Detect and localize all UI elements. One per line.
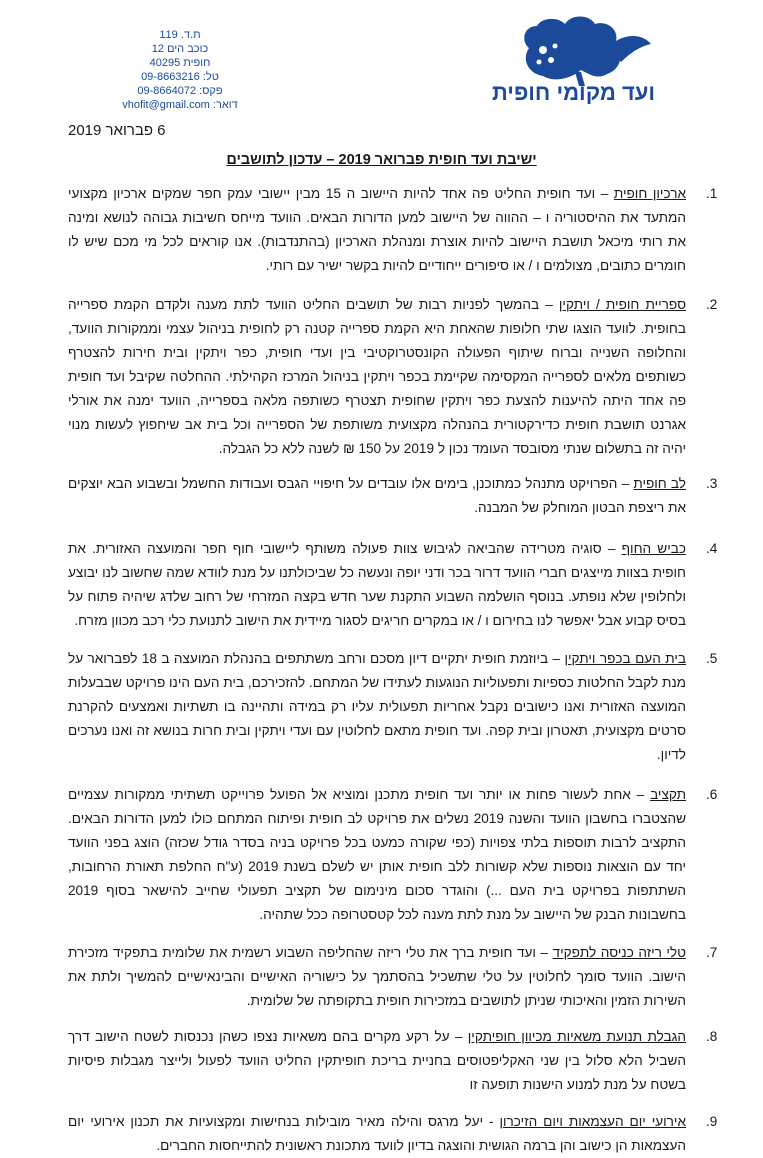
item-number: 9. — [706, 1114, 718, 1129]
item-number: 6. — [706, 787, 718, 802]
item-title: ארכיון חופית — [613, 186, 686, 201]
list-item — [68, 1110, 736, 1158]
item-number: 2. — [706, 297, 718, 312]
item-title: הגבלת תנועת משאיות מכיוון חופיתקין — [467, 1029, 686, 1044]
item-title: לב חופית — [633, 476, 686, 491]
item-title: כביש החוף — [621, 541, 687, 556]
list-item — [68, 1025, 736, 1097]
item-body: - יעל מרגס והילה מאיר מובילות בנחישות ומקצועיות את תכנון אירועי יום העצמאות הן כישוב והן ברמה הגושית והוצגה בדיון לוועד מתכונת ראשונית להתייחסות החברים. — [68, 1114, 686, 1153]
contact-phone: טל: 09-8663216 — [141, 71, 219, 83]
minutes-list — [68, 182, 736, 1158]
item-body: – ביוזמת חופית יתקיים דיון מסכם ורחב משתתפים בהנהלת המועצה ב 18 לפברואר על מנת לקבל החלטות כספיות ותפעוליות הנוגעות לעתידו של המתחם. להזכירכם, בית העם הינו פרויקט שבבעלות המועצה האזורית ואנו כישובים נקבל אחריות תפעולית עליו רק במידה ותהיינה בו תשתיות ואמצעים להקרנת סרטים מקצועית, תאטרון ובית קפה. ועד חופית מתאם לחלוטין עם ועדי ויתקין ובית חרות בנושא זה ואנו נערכים לדיון. — [68, 651, 686, 762]
item-number: 7. — [706, 945, 718, 960]
contact-city: חופית 40295 — [149, 57, 211, 69]
item-body: – ועד חופית החליט פה אחד להיות היישוב ה 15 מבין יישובי עמק חפר שמקים ארכיון מקצועי המתעד את ההיסטוריה ו – ההווה של היישוב למען הדורות הבאים. הוועד מייחס חשיבות גבוהה לנושא ומינה את רותי מיכאל תושבת היישוב להיות אוצרת ומנהלת הארכיון (בהתנדבות). אנו קוראים לכל מי מכם שיש לו חומרים כתובים, מצולמים ו / או סיפורים ייחודיים להיות בקשר ישיר עם רותי. — [68, 186, 686, 273]
document-date: 6 פברואר 2019 — [68, 122, 166, 139]
contact-fax: פקס: 09-8664072 — [137, 85, 223, 97]
list-item — [68, 182, 736, 278]
item-title: בית העם בכפר ויתקין — [564, 651, 686, 666]
item-title: אירועי יום העצמאות ויום הזיכרון — [499, 1114, 687, 1129]
document-title: ישיבת ועד חופית פברואר 2019 – עדכון לתושבים — [226, 152, 537, 168]
contact-street: כוכב הים 12 — [151, 43, 209, 55]
item-body: – ועד חופית ברך את טלי ריזה שהחליפה השבוע רשמית את שלומית בתפקיד מזכירת הישוב. הוועד סומך לחלוטין על טלי שתשכיל בהסתמך על כישוריה האישיים והבינאישיים להמשיך ולתת את השירות הזמין והאיכותי שניתן לתושבים במזכירות חופית בתקופתה של שלומית. — [68, 945, 686, 1008]
item-number: 5. — [706, 651, 718, 666]
list-item — [68, 941, 736, 1013]
item-title: ספריית חופית / ויתקין — [558, 297, 686, 312]
list-item — [68, 537, 736, 633]
item-number: 1. — [706, 186, 718, 201]
item-number: 4. — [706, 541, 718, 556]
contact-pobox: ת.ד. 119 — [159, 29, 201, 41]
item-body: – אחת לעשור פחות או יותר ועד חופית מתכנן ומוציא אל הפועל פרוייקט תשתיתי ממקורות עצמיים שהצטברו בחשבון הוועד והשנה 2019 נשלים את פרויקט לב חופית ופיתוח המתחם כולו למען הדורות הבאים. התקציב לרבות תוספות בלתי צפויות (כפי שקורה כמעט בכל פרויקט בניה בסדר גודל שכזה) הוצג בפני הוועד יחד עם הוצאות נוספות שלא קשורות ללב חופית אותן יש לשלם בשנת 2019 (ע"ח החלפת תאורת הרחובות, השתתפות בפרויקט בית העם ...) והוגדר סכום מינימום של תקציב תפעולי שחייב להישאר בסוף 2019 בחשבונות הבנק של היישוב על מנת לתת מענה לכל קטסטרופה ככל שתהיה. — [68, 787, 686, 922]
org-logo — [485, 16, 655, 112]
contact-block — [120, 28, 240, 112]
item-body: – על רקע מקרים בהם משאיות נצפו כשהן נכנסות לשטח הישוב דרך השביל הלא סלול בין שני האקליפטוסים בחניית בריכת חופיתקין החליט הוועד לפעול ולייצר מגבלות פיסיות בשטח על מנת למנוע הישנות תופעה זו — [68, 1029, 686, 1092]
contact-email[interactable]: דואר: vhofit@gmail.com — [122, 99, 238, 111]
item-body: – סוגיה מטרידה שהביאה לגיבוש צוות פעולה משותף ליישובי חוף חפר והמועצה האזורית. את חופית בצוות מייצגים חברי הוועד דרור בכר ודני יופה ונעשה כל שביכולתנו על מנת לוודא שמה שחשוב לנו יבוצע ולחלופין שלא נופתע. בנוסף הושלמה השבוע התקנת שער חדש בקצה המזרחי של רחוב שלדג שיהיה פתוח על בסיס קבוע אבל יאפשר לנו בחירום ו / או במקרים חריגים לסגור מיידית את הישוב לתנועת כלי רכב מכוון מזרח. — [68, 541, 686, 628]
item-body: – בהמשך לפניות רבות של תושבים החליט הוועד לתת מענה ולקדם הקמת ספרייה בחופית. לוועד הוצגו שתי חלופות שהאחת היא הקמת ספרייה קטנה רק לחופית בניהול עצמי וממקורות הוועד, והחלופה השנייה וברוח שיתוף הפעולה הקונסטרוקטיבי בין ועדי חופית, כפר ויתקין ובית חירות להצטרף כשותפים מלאים לספרייה המקסימה שקיימת בכפר ויתקין בניהול המרכז הקהילתי. ההחלטה שקיבל ועד חופית פה אחד היתה להיענות להצעת כפר ויתקין שחופית תצטרף כשותפה מלאה בספרייה, הוועד ימנה את אורלי אגרנט תושבת חופית כדירקטורית בהנהלה מקצועית משותפת של הספרייה וכל בית אב שיחפוץ לעשות מנוי יהיה זה בתשלום שנתי מסובסד העומד נכון ל 2019 על 150 ₪ לשנה ללא כל הגבלה. — [68, 297, 686, 456]
item-number: 3. — [706, 476, 718, 491]
anemone-flower-icon — [485, 16, 655, 86]
list-item — [68, 472, 736, 520]
org-name: ועד מקומי חופית — [491, 80, 655, 105]
list-item — [68, 783, 736, 927]
list-item — [68, 647, 736, 767]
item-number: 8. — [706, 1029, 718, 1044]
list-item — [68, 293, 736, 461]
item-body: – הפרויקט מתנהל כמתוכנן, בימים אלו עובדים על חיפויי הגבס ועבודות החשמל ובשבוע הבא יוצקים את ריצפת הבטון המוחלק של המבנה. — [68, 476, 686, 515]
item-title: טלי ריזה כניסה לתפקיד — [552, 945, 687, 960]
item-title: תקציב — [650, 787, 686, 802]
